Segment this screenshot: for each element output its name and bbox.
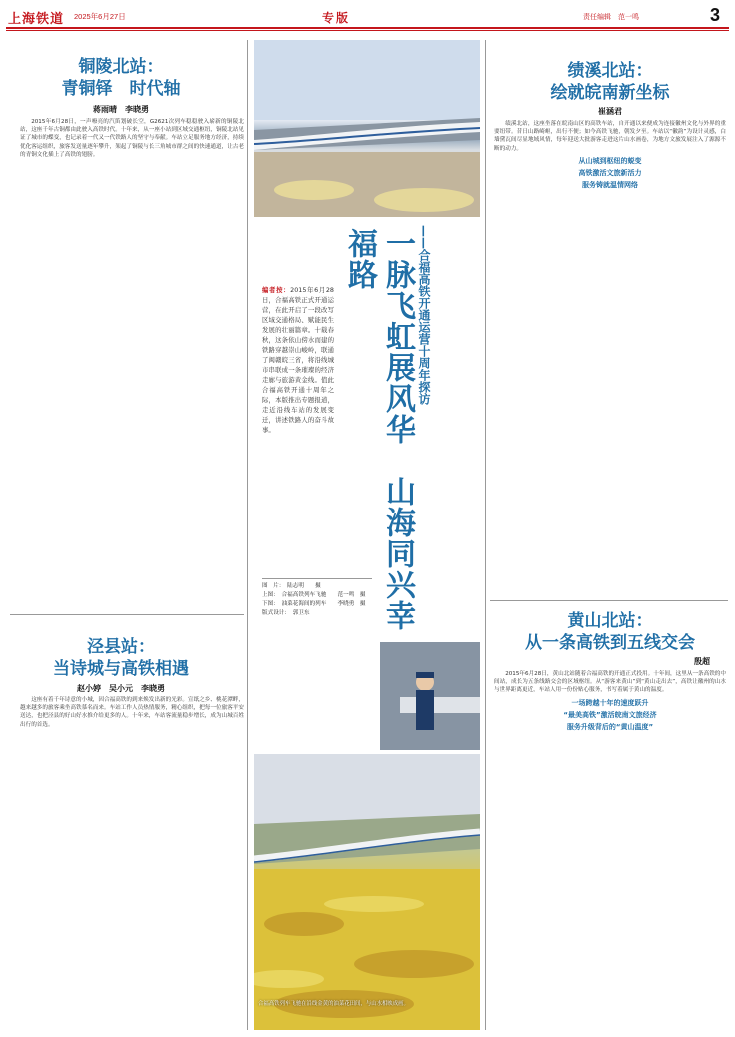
left-column-divider [10, 614, 244, 615]
train-photo [254, 40, 480, 217]
huangshan-subhead-3: 服务升级背后的“黄山温度” [566, 723, 654, 732]
huangshan-title-line1: 黄山北站： [567, 611, 653, 631]
huangshan-body [494, 670, 726, 1030]
station-worker-photo [380, 642, 480, 750]
jixi-body [494, 120, 726, 590]
jingxian-body-paragraph: 这座有着千年诗意的小城，因合福高铁的到来焕发出新的光彩。宣纸之乡、桃花潭畔，越来越多的旅客乘坐高铁慕名而来。车站工作人员热情服务，精心组织，把每一位旅客平安送达，也把泾县的好山好水推介给更多的人。十年来，车站客流量稳步增长，成为山城百姓出行的首选。 [20, 697, 244, 728]
credit-line: 上图： 合福高铁列车飞驰 范一鸣 摄 [262, 592, 366, 598]
jingxian-body [20, 696, 244, 1028]
jixi-subhead-1: 从山城到枢纽的蜕变 [578, 156, 642, 165]
jixi-subhead-2: 高铁激活文旅新活力 [578, 169, 642, 178]
station-worker-art [380, 642, 480, 750]
issue-date: 2025年6月27日 [74, 12, 126, 21]
train-photo-art [254, 40, 480, 217]
masthead-rule-thin [6, 30, 729, 31]
tongling-body [20, 118, 244, 610]
page-number: 3 [710, 5, 721, 25]
center-subtitle: ——合福高铁开通运营十周年探访 [417, 225, 431, 405]
editor-note-label: 编者按： [262, 286, 291, 294]
newspaper-logo: 上海铁道 [8, 12, 65, 27]
section-name: 专版 [322, 11, 351, 25]
right-column-divider [490, 600, 728, 601]
jixi-byline: 崔涵君 [598, 107, 622, 116]
jingxian-title-line2: 当诗城与高铁相遇 [53, 659, 189, 679]
credit-line: 图 片： 陆志明 摄 [262, 583, 321, 589]
credit-line: 版式设计： 郭卫东 [262, 610, 310, 616]
center-vertical-rule [485, 40, 486, 1030]
editor-note-text: 2015年6月28日，合福高铁正式开通运营，在此开启了一段改写区域交通格局、赋能民生发展的壮丽篇章。十载春秋，这条依山傍水而建的铁路穿越崇山峻岭，联通了闽赣皖三省，将沿线城市串联成一条璀璨的经济走廊与旅游黄金线。值此合福高铁开通十周年之际，本版推出专题报道，走近沿线车站的发展变迁，讲述铁路人的奋斗故事。 [262, 286, 334, 434]
left-vertical-rule [247, 40, 248, 1030]
tongling-title-line1: 铜陵北站： [78, 57, 164, 77]
jingxian-title-line1: 泾县站： [87, 637, 155, 657]
huangshan-title-line2: 从一条高铁到五线交会 [525, 633, 695, 653]
center-main-title: 一脉飞虹展风华 山海同兴幸福路 [342, 228, 415, 631]
huangshan-subhead-2: “最美高铁”激活皖南文旅经济 [563, 710, 657, 719]
masthead-rule [6, 27, 729, 29]
huangshan-body-paragraph: 2015年6月28日，黄山北站随着合福高铁的开通正式投用。十年间，这里从一条高铁的中间站，成长为五条线路交会的区域枢纽。从“游客来黄山”到“黄山走出去”，高铁让徽州的山水与世界距离更近，车站人用一份份贴心服务，书写着属于黄山的温度。 [494, 671, 726, 694]
editor-note [262, 285, 334, 435]
jingxian-byline: 赵小婷 吴小元 李晓勇 [77, 684, 165, 693]
responsible-editor: 责任编辑 范一鸣 [583, 14, 639, 21]
rapeseed-train-art [254, 754, 480, 1030]
jixi-title-line2: 绘就皖南新坐标 [550, 83, 670, 103]
tongling-byline: 蒋雨晴 李晓勇 [93, 105, 149, 114]
huangshan-subhead-1: 一场跨越十年的速度跃升 [571, 698, 649, 707]
huangshan-byline: 殷超 [694, 657, 710, 666]
tongling-body-paragraph: 2015年6月28日，一声嘹亮的汽笛划破长空，G2621次列车稳稳驶入崭新的铜陵北站，这座千年古铜都由此驶入高铁时代。十年来，从一座小站到区域交通枢纽，铜陵北站见证了城市的蝶变，也记录着一代又一代铁路人的坚守与奉献。车站立足服务地方经济，持续优化客运组织，旅客发送量逐年攀升，架起了铜陵与长三角城市群之间的快速通道，让古老的青铜文化插上了高铁的翅膀。 [20, 119, 244, 158]
jixi-title-line1: 绩溪北站： [567, 61, 653, 81]
rapeseed-train-photo [254, 754, 480, 1030]
tongling-title-line2: 青铜铎 时代轴 [61, 79, 181, 99]
jixi-body-paragraph: 绩溪北站，这座坐落在皖南山区的高铁车站，自开通以来便成为连接徽州文化与外界的重要纽带。昔日山路崎岖，出行不便；如今高铁飞驰，朝发夕至。车站以“徽韵”为设计灵感，白墙黛瓦间尽显地域风情，每年迎送大批游客走进这片山水画卷，为地方文旅发展注入了源源不断的动力。 [494, 121, 726, 152]
photo-credits [262, 578, 372, 618]
photo-caption: 合福高铁列车飞驰在沿线金黄的油菜花田间，与山水相映成画。 [258, 1001, 409, 1007]
credit-line: 下图： 油菜花海间的列车 李晓勇 摄 [262, 601, 366, 607]
jixi-subhead-3: 服务铸就温情网络 [582, 181, 638, 190]
